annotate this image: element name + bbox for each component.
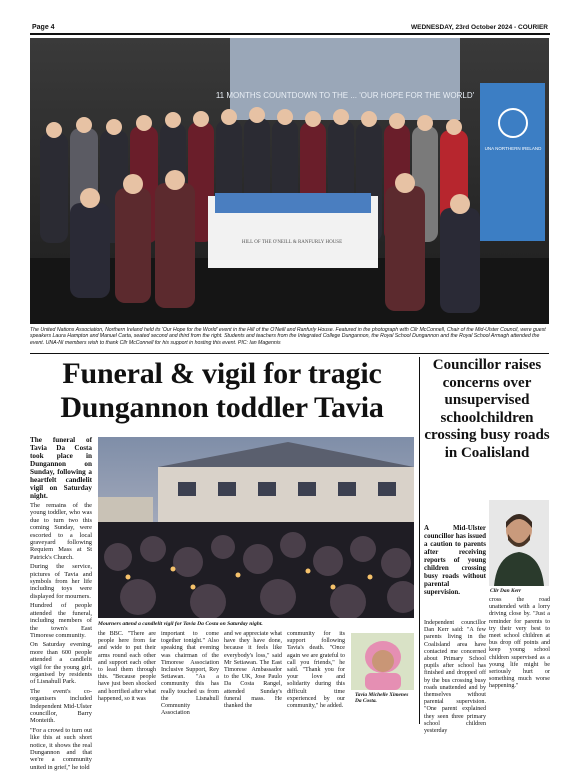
dateline: WEDNESDAY, 23rd October 2024 - COURIER bbox=[410, 24, 548, 31]
toddler-photo-illustration bbox=[351, 633, 414, 690]
toddler-photo bbox=[351, 633, 414, 690]
una-group-photo bbox=[30, 38, 549, 324]
side-lede: A Mid-Ulster councillor has issued a caution to parents after receiving reports of young children crossing busy roads without parental supervision. bbox=[424, 524, 486, 596]
lede-paragraph: Hundred of people attended the funeral, including members of the town's East Timorese community. bbox=[30, 602, 92, 639]
lede-paragraph: The remains of the young toddler, who was due to turn two this coming Sunday, were escorted to a local graveyard following Requiem Mass at St Patrick's Church. bbox=[30, 502, 92, 561]
main-lede-column bbox=[30, 436, 92, 773]
lede-paragraph: "For a crowd to turn out like this at such short notice, it shows the real Dungannon and that we're a community united in grief," he told bbox=[30, 726, 92, 771]
side-body-1: Independent councillor Dan Kerr said: "A few parents living in the Coalisland area have contacted me concerned about Primary School pupils after school has finished and dropped off by the bus crossing busy roads unattended and by themselves without parental supervision. "One parent explained they seen three primary school children yesterday bbox=[424, 620, 486, 735]
councillor-photo bbox=[489, 500, 549, 586]
lede-paragraph: On Saturday evening, more than 600 people attended a candlelit vigil for the young girl, organised by residents of Lisnahull Park. bbox=[30, 641, 92, 686]
side-headline: Councillor raises concerns over unsupervised schoolchildren crossing busy roads in Coalisland bbox=[424, 357, 550, 461]
photo-caption-una: The United Nations Association, Northern Ireland held its 'Our Hope for the World' event in the Hill of the O'Neill and Ranfurly House. Featured in the photograph with Cllr McConnell, Chair of the Mid-Ulster Council, were guest speakers Laura Hampton and Manuel Carta, seated second and third from the right. Students and teachers from the Integrated College Dungannon, the Royal School Dungannon and the Royal School Armagh attended the event. UNA-NI members wish to thank Cllr McConnell for his support in hosting this event. PIC: Ian Magennis bbox=[30, 327, 546, 346]
main-headline: Funeral & vigil for tragic Dungannon toddler Tavia bbox=[60, 357, 384, 424]
body-column-2 bbox=[161, 631, 219, 717]
body-column-1 bbox=[98, 631, 156, 703]
lede-paragraph: During the service, pictures of Tavia and symbols from her life including toys were displayed for mourners. bbox=[30, 563, 92, 600]
toddler-photo-caption: Tavia Michelle Ximenes Da Costa. bbox=[355, 692, 409, 705]
lede-paragraph: The funeral of Tavia Da Costa took place in Dungannon on Sunday, following a heartfelt candlelit vigil on Saturday night. bbox=[30, 436, 92, 500]
lede-paragraph: The event's co-organisers included Independent Mid-Ulster councillor, Barry Monteith. bbox=[30, 687, 92, 725]
section-rule bbox=[30, 353, 549, 354]
councillor-photo-illustration bbox=[489, 500, 549, 586]
body-text: community for its support following Tavia's death. "Once again we are grateful to call you friends," he said. "Thank you for your love and solidarity during this difficult time experienced by our community," he added. bbox=[287, 631, 345, 710]
body-column-3 bbox=[224, 631, 282, 710]
banner-text: UNA NORTHERN IRELAND bbox=[484, 146, 542, 151]
councillor-photo-caption: Cllr Dan Kerr bbox=[490, 588, 522, 594]
body-column-4 bbox=[287, 631, 345, 710]
screen-text: 11 MONTHS COUNTDOWN TO THE ... 'OUR HOPE FOR THE WORLD' bbox=[215, 91, 475, 100]
group-photo-illustration bbox=[30, 38, 549, 324]
header-rule bbox=[30, 33, 550, 35]
side-body-2: cross the road unattended with a lorry driving close by. "Just a reminder for parents to try their very best to meet school children at bus drop off points and keep young school children supervised as a young life might be seriously hurt or something much worse happening." bbox=[489, 597, 550, 690]
body-text: and we appreciate what have they have done, because it feels like everybody's loss," said Mr Setiawan. The East Timorese Ambassador to the UK, Jose Paulo Da Costa Rangel, attended Sunday's funeral mass. He thanked the bbox=[224, 631, 282, 710]
vigil-photo-caption: Mourners attend a candlelit vigil for Tavia Da Costa on Saturday night. bbox=[98, 621, 263, 627]
page-number: Page 4 bbox=[32, 24, 55, 31]
table-cloth-text: HILL OF THE O'NEILL & RANFURLY HOUSE bbox=[241, 240, 343, 245]
body-text: important to come together tonight." Also speaking that evening was chairman of the Timorese Association Inclusive Support, Rey Setiawan. "As a community this has really touched us from the Lisnahull Community Association bbox=[161, 631, 219, 717]
body-text: the BBC. "There are people here from far and wide to put their arms round each other and support each other to lead them through this. "Because people have just been shocked and horrified after what happened, so it was bbox=[98, 631, 156, 702]
column-divider bbox=[419, 357, 420, 724]
vigil-photo bbox=[98, 437, 414, 618]
vigil-photo-illustration bbox=[98, 437, 414, 618]
